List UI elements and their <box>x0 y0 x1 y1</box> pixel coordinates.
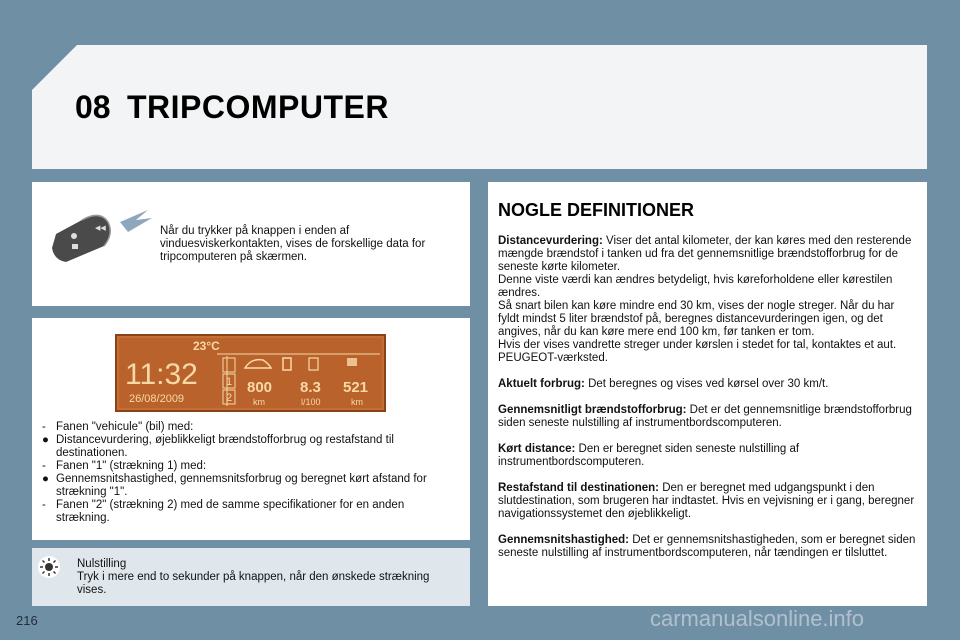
flag-icon <box>347 358 357 366</box>
reset-text: Tryk i mere end to sekunder på knappen, når den ønskede strækning vises. <box>77 571 430 596</box>
reset-title: Nulstilling <box>77 558 127 570</box>
reset-note <box>77 558 457 597</box>
list-item: - Fanen "2" (strækning 2) med de samme specifikationer for en anden strækning. <box>42 499 405 524</box>
page-number: 216 <box>16 613 38 628</box>
display-tab-2: 2 <box>226 392 233 404</box>
definitions-list <box>498 235 918 573</box>
list-item: ● Distancevurdering, øjeblikkeligt brændstofforbrug og restafstand til destinationen. <box>42 434 394 459</box>
display-unit-3: km <box>351 397 363 407</box>
display-value-3: 521 <box>343 379 369 396</box>
trip-computer-display <box>115 334 386 412</box>
display-temp: 23°C <box>193 339 220 353</box>
svg-text:◀◀: ◀◀ <box>95 224 106 232</box>
sun-icon <box>38 556 60 578</box>
chapter-number: 08 <box>75 89 111 125</box>
display-date: 26/08/2009 <box>129 393 185 405</box>
definition-item: Gennemsnitshastighed: Det er gennemsnitshastigheden, som er beregnet siden seneste nulstilling af instrumentbordscomputeren, når tændingen er tilsluttet. <box>498 534 916 559</box>
page-title: TRIPCOMPUTER <box>127 89 389 125</box>
watermark: carmanualsonline.info <box>650 606 865 631</box>
display-value-1: 800 <box>247 379 273 396</box>
list-item: - Fanen "1" (strækning 1) med: <box>42 460 207 472</box>
list-item: - Fanen "vehicule" (bil) med: <box>42 421 194 433</box>
tab-description-list <box>42 421 457 525</box>
wiper-stalk-icon <box>48 200 158 272</box>
definition-item: Gennemsnitligt brændstofforbrug: Det er det gennemsnitlige brændstofforbrug siden seneste nulstilling af instrumentbordscomputeren. <box>498 404 912 429</box>
display-unit-2: l/100 <box>301 397 321 407</box>
definition-item: Distancevurdering: Viser det antal kilometer, der kan køres med den resterende mængde brændstof i tanken ud fra det gennemsnitlige brændstofforbrug for de seneste kørte kilometer. Denne viste værdi kan ændres betydeligt, hvis køreforholdene eller kørestilen ændres. Så snart bilen kan køre mindre end 30 km, vises der nogle streger. Når du har fyldt mindst 5 liter brændstof på, beregnes distancevurderingen igen, og det angives, når du kan køre mere end 100 km, før tanken er tom. Hvis der vises vandrette streger under kørslen i stedet for tal, kontaktes et aut. PEUGEOT-værksted. <box>498 235 912 364</box>
list-item: ● Gennemsnitshastighed, gennemsnitsforbrug og beregnet kørt afstand for strækning "1". <box>42 473 427 498</box>
display-clock: 11:32 <box>125 358 198 391</box>
definition-item: Restafstand til destinationen: Den er beregnet med udgangspunkt i den slutdestination, som brugeren har indtastet. Hvis en vejvisning er i gang, beregner navigationssystemet den øjeblikkeligt. <box>498 482 915 520</box>
definition-item: Aktuelt forbrug: Det beregnes og vises ved kørsel over 30 km/t. <box>498 378 829 390</box>
display-tab-1: 1 <box>226 376 233 388</box>
display-value-2: 8.3 <box>300 379 321 396</box>
display-unit-1: km <box>253 397 265 407</box>
definition-item: Kørt distance: Den er beregnet siden seneste nulstilling af instrumentbordscomputeren. <box>498 443 800 468</box>
intro-text: Når du trykker på knappen i enden af vinduesviskerkontakten, vises de forskellige data for tripcomputeren på skærmen. <box>160 225 426 263</box>
definitions-heading: NOGLE DEFINITIONER <box>498 200 695 220</box>
display-graphic <box>117 336 384 410</box>
